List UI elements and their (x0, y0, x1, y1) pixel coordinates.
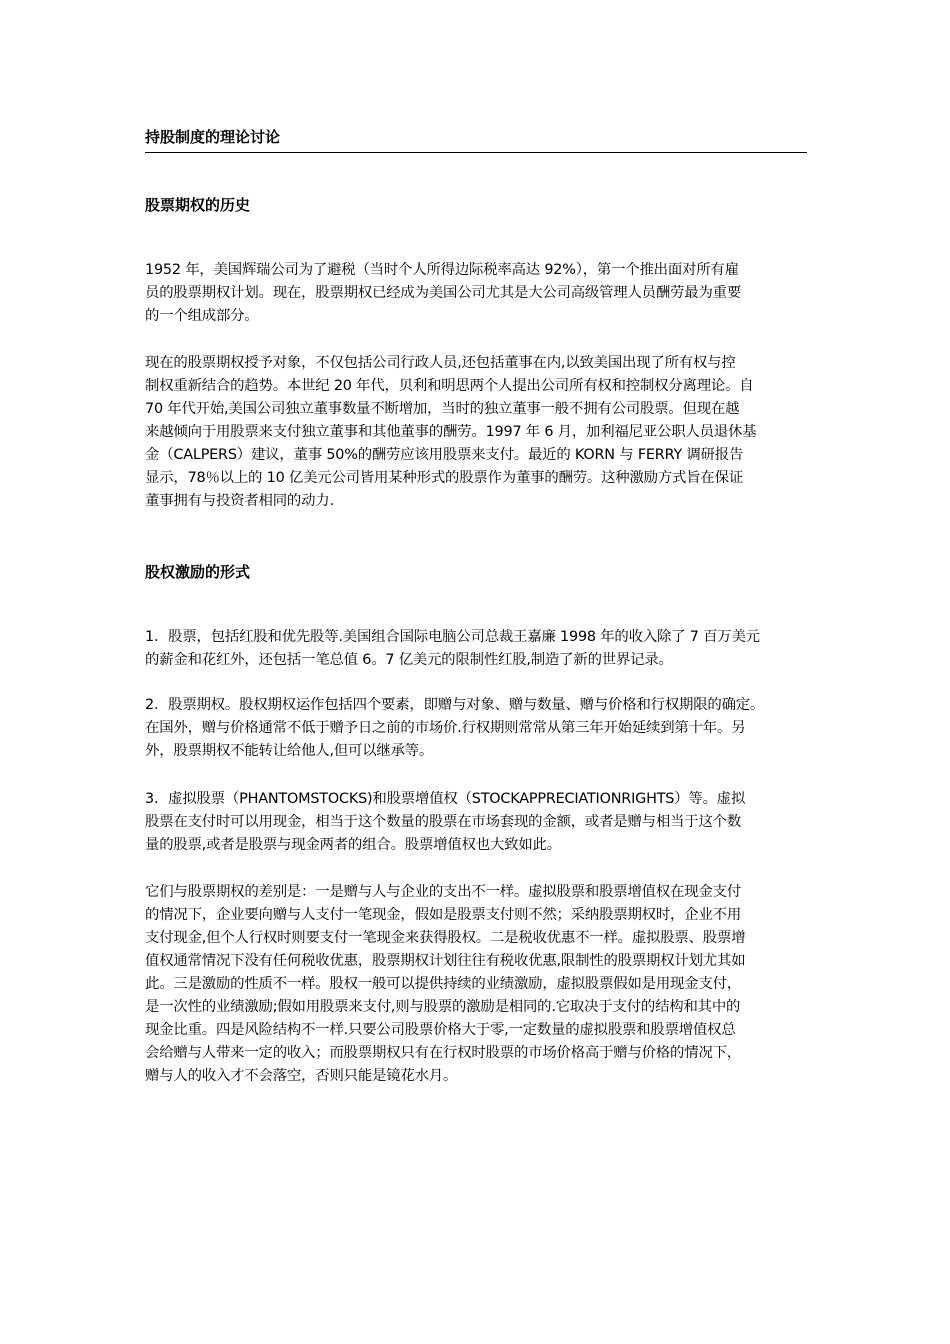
text-line: 是一次性的业绩激励;假如用股票来支付,则与股票的激励是相同的.它取决于支付的结构和其中的 (145, 999, 741, 1015)
text-line: 此。三是激励的性质不一样。股权一般可以提供持续的业绩激励，虚拟股票假如是用现金支付， (145, 976, 742, 992)
text-line: 会给赠与人带来一定的收入；而股票期权只有在行权时股票的市场价格高于赠与价格的情况下， (145, 1045, 742, 1061)
text-line: 1952 年，美国辉瑞公司为了避税（当时个人所得边际税率高达 92%），第一个推出面对所有雇 (145, 262, 739, 278)
text-line: 值权通常情况下没有任何税收优惠，股票期权计划往往有税收优惠,限制性的股票期权计划尤其如 (145, 953, 746, 969)
paragraph-history-2 (145, 352, 807, 513)
text-line: 现在的股票期权授予对象，不仅包括公司行政人员,还包括董事在内,以致美国出现了所有权与控 (145, 355, 736, 371)
paragraph-forms-3 (145, 788, 807, 857)
document-title: 持股制度的理论讨论 (145, 127, 807, 153)
text-line: 的薪金和花红外，还包括一笔总值 6。7 亿美元的限制性红股,制造了新的世界记录。 (145, 652, 673, 668)
paragraph-history-1 (145, 259, 807, 328)
paragraph-forms-2 (145, 694, 807, 763)
text-line: 现金比重。四是风险结构不一样.只要公司股票价格大于零,一定数量的虚拟股票和股票增值权总 (145, 1022, 736, 1038)
text-line: 在国外，赠与价格通常不低于赠予日之前的市场价.行权期则常常从第三年开始延续到第十年。另 (145, 720, 746, 736)
text-line: 它们与股票期权的差别是：一是赠与人与企业的支出不一样。虚拟股票和股票增值权在现金支付 (145, 884, 742, 900)
text-line: 2．股票期权。股权期权运作包括四个要素，即赠与对象、赠与数量、赠与价格和行权期限的确定。 (145, 697, 765, 713)
text-line: 1．股票，包括红股和优先股等.美国组合国际电脑公司总裁王嘉廉 1998 年的收入除了 7 百万美元 (145, 629, 760, 645)
text-line: 量的股票,或者是股票与现金两者的组合。股票增值权也大致如此。 (145, 837, 561, 853)
section-heading-forms: 股权激励的形式 (145, 563, 251, 581)
text-line: 董事拥有与投资者相同的动力. (145, 493, 334, 509)
text-line: 员的股票期权计划。现在，股票期权已经成为美国公司尤其是大公司高级管理人员酬劳最为重要 (145, 285, 742, 301)
text-line: 支付现金,但个人行权时则要支付一笔现金来获得股权。二是税收优惠不一样。虚拟股票、股票增 (145, 930, 746, 946)
text-line: 的一个组成部分。 (145, 308, 259, 324)
text-line: 金（CALPERS）建议，董事 50%的酬劳应该用股票来支付。最近的 KORN 与 FERRY 调研报告 (145, 447, 744, 463)
section-heading-history: 股票期权的历史 (145, 196, 251, 214)
text-line: 显示，78％以上的 10 亿美元公司皆用某种形式的股票作为董事的酬劳。这种激励方式旨在保证 (145, 470, 744, 486)
text-line: 赠与人的收入才不会落空，否则只能是镜花水月。 (145, 1068, 458, 1084)
text-line: 来越倾向于用股票来支付独立董事和其他董事的酬劳。1997 年 6 月，加利福尼亚公职人员退休基 (145, 424, 757, 440)
text-line: 3．虚拟股票（PHANTOMSTOCKS)和股票增值权（STOCKAPPRECIATIONRIGHTS）等。虚拟 (145, 791, 746, 807)
text-line: 股票在支付时可以用现金，相当于这个数量的股票在市场套现的金额，或者是赠与相当于这个数 (145, 814, 742, 830)
paragraph-forms-4 (145, 881, 807, 1088)
text-line: 外，股票期权不能转让给他人,但可以继承等。 (145, 743, 434, 759)
text-line: 的情况下，企业要向赠与人支付一笔现金，假如是股票支付则不然；采纳股票期权时，企业不用 (145, 907, 742, 923)
paragraph-forms-1 (145, 626, 807, 672)
text-line: 制权重新结合的趋势。本世纪 20 年代，贝利和明思两个人提出公司所有权和控制权分离理论。自 (145, 378, 754, 394)
text-line: 70 年代开始,美国公司独立董事数量不断增加，当时的独立董事一般不拥有公司股票。但现在越 (145, 401, 740, 417)
